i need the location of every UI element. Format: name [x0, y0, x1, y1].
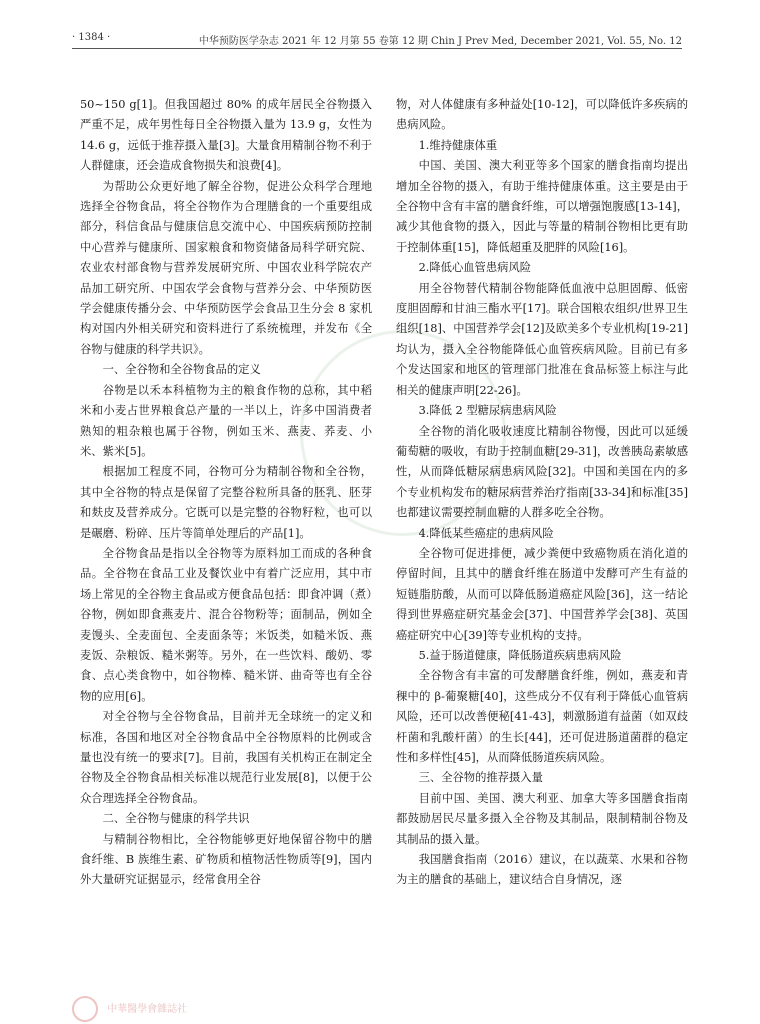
left-column: [80, 95, 372, 891]
page-number: · 1384 ·: [72, 32, 111, 43]
paragraph: 全谷物的消化吸收速度比精制谷物慢，因此可以延缓葡萄糖的吸收，有助于控制血糖[29-31]，改善胰岛素敏感性，从而降低糖尿病患病风险[32]。中国和美国在内的多个专业机构发布的糖尿病营养治疗指南[33-34]和标准[35]也都建议需要控制血糖的人群多吃全谷物。: [396, 424, 688, 520]
publisher-logo: [72, 996, 187, 1022]
paragraph: 与精制谷物相比，全谷物能够更好地保留谷物中的膳食纤维、B 族维生素、矿物质和植物活性物质等[9]，国内外大量研究证据显示，经常食用全谷: [80, 832, 372, 887]
paragraph: 全谷物食品是指以全谷物等为原料加工而成的各种食品。全谷物在食品工业及餐饮业中有着广泛应用，其中市场上常见的全谷物主食品或方便食品包括：即食冲调（煮）谷物，例如即食燕麦片、混合谷物粉等；面制品，例如全麦馒头、全麦面包、全麦面条等；米饭类，如糙米饭、燕麦饭、杂粮饭、糙米粥等。另外，在一些饮料、酸奶、零食、点心类食物中，如谷物棒、糙米饼、曲奇等也有全谷物的应用[6]。: [80, 546, 372, 703]
paragraph: 50~150 g[1]。但我国超过 80% 的成年居民全谷物摄入严重不足，成年男性每日全谷物摄入量为 13.9 g，女性为 14.6 g，远低于推荐摄入量[3]。大量食用精制谷物不利于人群健康，还会造成食物损失和浪费[4]。: [80, 98, 372, 173]
paragraph: 用全谷物替代精制谷物能降低血液中总胆固醇、低密度胆固醇和甘油三酯水平[17]。联合国粮农组织/世界卫生组织[18]、中国营养学会[12]及欧美多个专业机构[19-21]均认为，摄入全谷物能降低心血管疾病风险。目前已有多个发达国家和地区的管理部门批准在食品标签上标注与此相关的健康声明[22-26]。: [396, 281, 688, 397]
header-rule: [72, 48, 682, 49]
paragraph: 根据加工程度不同，谷物可分为精制谷物和全谷物，其中全谷物的特点是保留了完整谷粒所具备的胚乳、胚芽和麸皮及营养成分。它既可以是完整的谷物籽粒，也可以是碾磨、粉碎、压片等简单处理后的产品[1]。: [80, 465, 372, 540]
section-heading: 4.降低某些癌症的患病风险: [418, 526, 554, 540]
section-heading: 二、全谷物与健康的科学共识: [102, 812, 250, 826]
publisher-name: 中華醫學會雜誌社: [107, 1004, 188, 1015]
paragraph: 全谷物含有丰富的可发酵膳食纤维，例如，燕麦和青稞中的 β-葡聚糖[40]，这些成分不仅有利于降低心血管病风险，还可以改善便秘[41-43]，刺激肠道有益菌（如双歧杆菌和乳酸杆菌）的生长[44]，还可促进肠道菌群的稳定性和多样性[45]，从而降低肠道疾病风险。: [396, 669, 688, 764]
section-heading: 一、全谷物和全谷物食品的定义: [102, 363, 261, 377]
paragraph: 我国膳食指南（2016）建议，在以蔬菜、水果和谷物为主的膳食的基础上，建议结合自身情况，逐: [396, 853, 688, 887]
paragraph: 目前中国、美国、澳大利亚、加拿大等多国膳食指南都鼓励居民尽量多摄入全谷物及其制品，限制精制谷物及其制品的摄入量。: [396, 791, 688, 846]
paragraph: 为帮助公众更好地了解全谷物，促进公众科学合理地选择全谷物食品，将全谷物作为合理膳食的一个重要组成部分，科信食品与健康信息交流中心、中国疾病预防控制中心营养与健康所、国家粮食和物资储备局科学研究院、农业农村部食物与营养发展研究所、中国农业科学院农产品加工研究所、中国农学会食物与营养分会、中华预防医学会健康传播分会、中华预防医学会食品卫生分会 8 家机构对国内外相关研究和资料进行了系统梳理，并发布《全谷物与健康的科学共识》。: [80, 179, 372, 356]
right-column: [396, 95, 688, 891]
paragraph: 对全谷物与全谷物食品，目前并无全球统一的定义和标准，各国和地区对全谷物食品中全谷物原料的比例或含量也没有统一的要求[7]。目前，我国有关机构正在制定全谷物及全谷物食品相关标准以规范行业发展[8]，以便于公众合理选择全谷物食品。: [80, 710, 372, 805]
paragraph: 物，对人体健康有多种益处[10-12]，可以降低许多疾病的患病风险。: [396, 98, 688, 132]
section-heading: 3.降低 2 型糖尿病患病风险: [418, 404, 557, 418]
paragraph: 全谷物可促进排便，减少粪便中致癌物质在消化道的停留时间，且其中的膳食纤维在肠道中发酵可产生有益的短链脂肪酸，从而可以降低肠道癌症风险[36]，这一结论得到世界癌症研究基金会[37]、中国营养学会[38]、英国癌症研究中心[39]等专业机构的支持。: [396, 546, 688, 642]
section-heading: 2.降低心血管患病风险: [418, 261, 532, 275]
section-heading: 三、全谷物的推荐摄入量: [418, 771, 543, 785]
journal-citation: 中华预防医学杂志 2021 年 12 月第 55 卷第 12 期 Chin J Prev Med, December 2021, Vol. 55, No. 12: [198, 36, 682, 47]
section-heading: 1.维持健康体重: [418, 138, 498, 152]
publisher-seal-icon: [72, 996, 98, 1022]
page-header: [72, 28, 682, 48]
section-heading: 5.益于肠道健康，降低肠道疾病患病风险: [418, 648, 622, 662]
paragraph: 谷物是以禾本科植物为主的粮食作物的总称，其中稻米和小麦占世界粮食总产量的一半以上，许多中国消费者熟知的粗杂粮也属于谷物，例如玉米、燕麦、荞麦、小米、紫米[5]。: [80, 383, 372, 458]
paragraph: 中国、美国、澳大利亚等多个国家的膳食指南均提出增加全谷物的摄入，有助于维持健康体重。这主要是由于全谷物中含有丰富的膳食纤维，可以增强饱腹感[13-14]，减少其他食物的摄入，因此与等量的精制谷物相比更有助于控制体重[15]，降低超重及肥胖的风险[16]。: [396, 159, 688, 254]
